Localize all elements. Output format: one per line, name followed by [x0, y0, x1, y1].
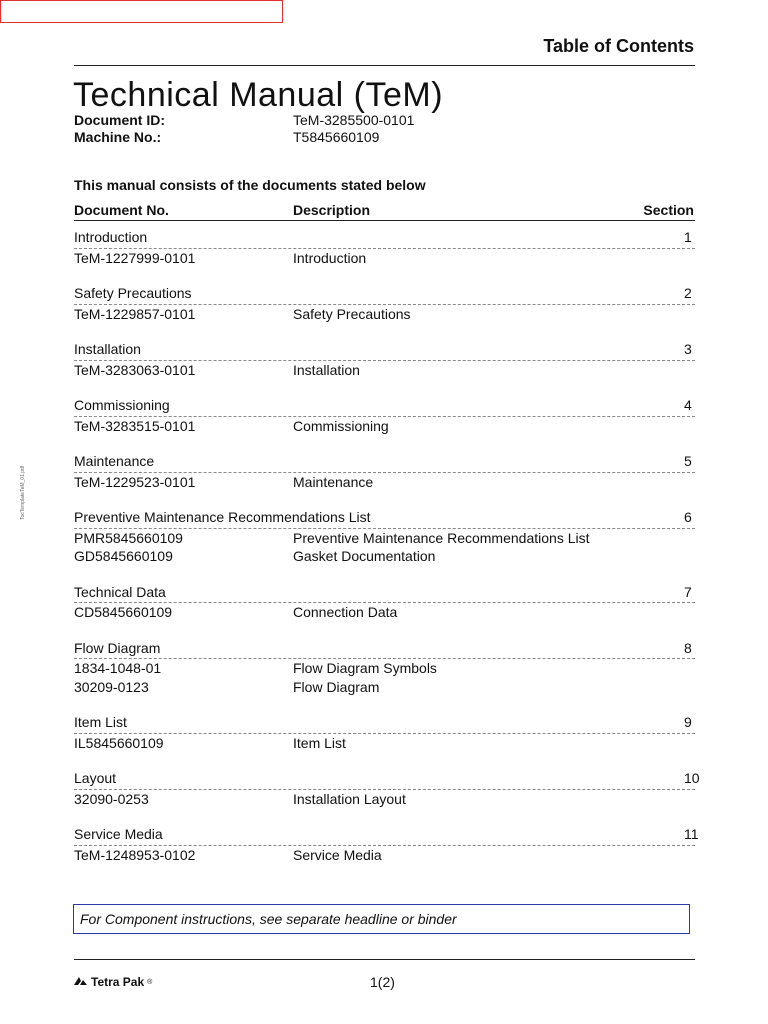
document-row	[74, 529, 695, 548]
footer-rule	[74, 959, 695, 960]
tetra-pak-logo-icon	[74, 975, 88, 989]
side-file-label: TocTemplateTeM_01.pdf	[20, 465, 26, 520]
document-row	[74, 678, 695, 697]
section-group	[74, 341, 695, 379]
document-number: 32090-0253	[74, 790, 149, 807]
component-note-box: For Component instructions, see separate headline or binder	[73, 904, 690, 934]
red-annotation-box	[0, 0, 283, 23]
document-row	[74, 846, 695, 865]
section-title: Item List	[74, 714, 127, 730]
document-description: Introduction	[293, 249, 367, 266]
section-group	[74, 285, 695, 323]
header-rule	[74, 65, 695, 66]
section-header-row	[74, 640, 695, 660]
section-group	[74, 640, 695, 697]
section-group	[74, 826, 699, 864]
document-number: TeM-3283063-0101	[74, 361, 196, 378]
section-title: Preventive Maintenance Recommendations List	[74, 509, 371, 525]
machine-no-value: T5845660109	[293, 129, 380, 145]
section-group	[74, 453, 695, 491]
document-number: TeM-3283515-0101	[74, 417, 196, 434]
document-row	[74, 734, 695, 753]
section-title: Service Media	[74, 826, 163, 842]
section-number: 11	[684, 826, 699, 842]
column-header-section: Section	[643, 202, 694, 218]
section-header-row	[74, 584, 695, 604]
document-description: Installation Layout	[293, 790, 406, 807]
section-number: 1	[684, 229, 692, 245]
section-number: 3	[684, 341, 692, 357]
page-number: 1(2)	[370, 974, 395, 990]
section-number: 10	[684, 770, 700, 786]
document-row	[74, 305, 695, 324]
document-row	[74, 790, 695, 809]
tetra-pak-logo	[74, 975, 152, 989]
document-number: GD5845660109	[74, 548, 173, 564]
section-title: Introduction	[74, 229, 148, 245]
document-row	[74, 603, 695, 622]
document-description: Connection Data	[293, 604, 398, 620]
logo-mark: ®	[147, 978, 153, 986]
section-title: Flow Diagram	[74, 639, 161, 656]
column-header-description: Description	[293, 202, 371, 218]
section-title: Maintenance	[74, 453, 155, 469]
section-group	[74, 229, 695, 267]
section-number: 2	[684, 285, 692, 301]
document-row	[74, 473, 695, 492]
toc-header-label: Table of Contents	[543, 36, 694, 56]
document-number: 30209-0123	[74, 678, 149, 695]
section-group	[74, 584, 695, 622]
section-title: Commissioning	[74, 397, 170, 413]
section-title: Layout	[74, 770, 117, 786]
section-number: 8	[684, 639, 692, 656]
section-header-row	[74, 509, 695, 529]
section-header-row	[74, 341, 695, 361]
logo-text: Tetra Pak	[91, 975, 145, 989]
document-id-value: TeM-3285500-0101	[293, 112, 415, 128]
document-number: IL5845660109	[74, 734, 164, 751]
column-header-doc-no: Document No.	[74, 202, 169, 218]
document-number: TeM-1248953-0102	[74, 846, 196, 863]
section-header-row	[74, 285, 695, 305]
section-number: 6	[684, 509, 692, 525]
document-number: TeM-1227999-0101	[74, 249, 196, 266]
section-number: 7	[684, 583, 692, 600]
section-header-row	[74, 397, 695, 417]
document-description: Maintenance	[293, 473, 374, 490]
section-header-row	[74, 826, 699, 846]
section-title: Technical Data	[74, 583, 166, 600]
page-title: Technical Manual (TeM)	[73, 76, 444, 114]
column-header-rule	[74, 220, 695, 221]
document-description: Flow Diagram Symbols	[293, 660, 437, 676]
section-header-row	[74, 714, 695, 734]
section-group	[74, 770, 700, 808]
document-list	[74, 229, 700, 882]
document-row	[74, 547, 695, 566]
document-row	[74, 659, 695, 678]
document-description: Item List	[293, 734, 346, 751]
intro-text: This manual consists of the documents stated below	[74, 177, 426, 193]
document-number: PMR5845660109	[74, 529, 183, 546]
document-row	[74, 249, 695, 268]
section-title: Safety Precautions	[74, 285, 192, 301]
section-header-row	[74, 453, 695, 473]
document-description: Gasket Documentation	[293, 548, 436, 564]
document-number: 1834-1048-01	[74, 660, 162, 676]
document-id-label: Document ID:	[74, 112, 165, 128]
section-header-row	[74, 229, 695, 249]
document-description: Preventive Maintenance Recommendations List	[293, 529, 590, 546]
section-title: Installation	[74, 341, 141, 357]
document-number: CD5845660109	[74, 604, 173, 620]
document-row	[74, 417, 695, 436]
section-number: 9	[684, 714, 692, 730]
document-description: Flow Diagram	[293, 678, 380, 695]
document-row	[74, 361, 695, 380]
section-group	[74, 509, 695, 566]
section-header-row	[74, 770, 700, 790]
section-group	[74, 397, 695, 435]
document-description: Safety Precautions	[293, 305, 411, 322]
section-group	[74, 714, 695, 752]
machine-no-label: Machine No.:	[74, 129, 162, 145]
document-description: Service Media	[293, 846, 382, 863]
document-description: Commissioning	[293, 417, 389, 434]
document-description: Installation	[293, 361, 360, 378]
section-number: 5	[684, 453, 692, 469]
section-number: 4	[684, 397, 692, 413]
document-number: TeM-1229857-0101	[74, 305, 196, 322]
document-number: TeM-1229523-0101	[74, 473, 196, 490]
